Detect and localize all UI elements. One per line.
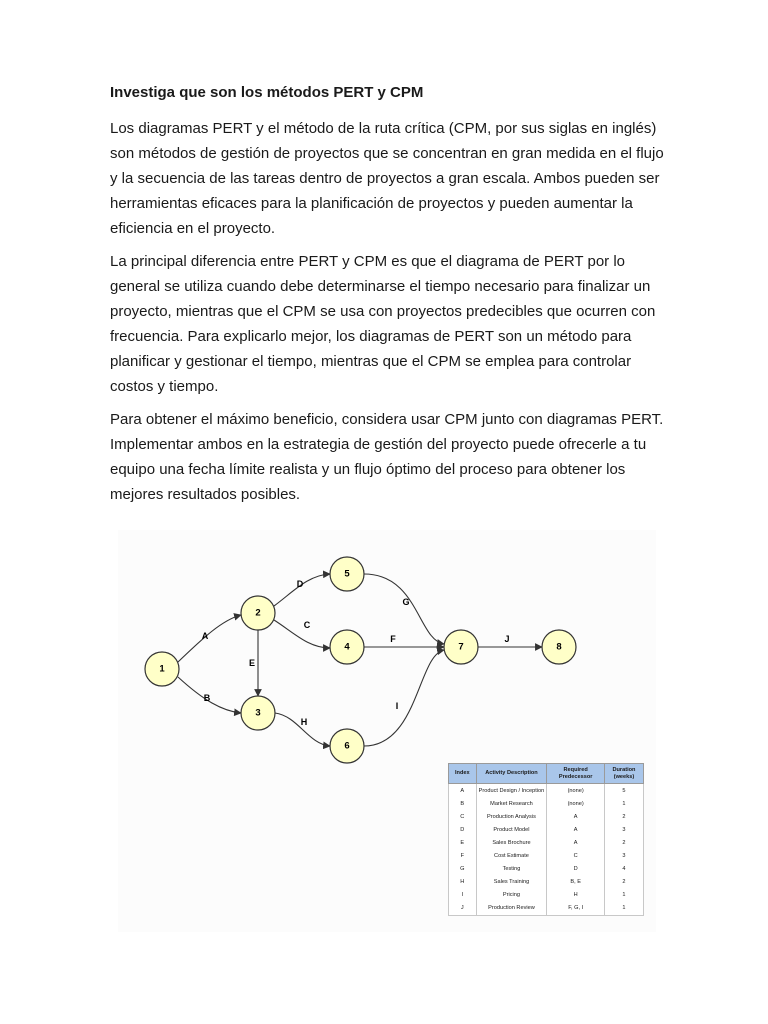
table-cell: (none) xyxy=(547,797,605,810)
edge-label: I xyxy=(395,701,399,711)
table-cell: B xyxy=(449,797,477,810)
paragraph: Para obtener el máximo beneficio, considera usar CPM junto con diagramas PERT. Implementar ambos en la estrategia de gestión del proyecto puede ofrecerle a tu equipo una fecha límite realista y un flujo óptimo del proceso para obtener los mejores resultados posibles. xyxy=(110,411,664,503)
node-4 xyxy=(330,630,364,664)
table-cell: (none) xyxy=(547,784,605,798)
table-cell: Production Analysis xyxy=(476,810,547,823)
table-header-row xyxy=(449,764,644,784)
edge-g xyxy=(364,574,444,644)
table-cell: 3 xyxy=(604,823,643,836)
node-3 xyxy=(241,696,275,730)
node-1 xyxy=(145,652,179,686)
pert-diagram-figure xyxy=(118,530,656,932)
table-cell: 1 xyxy=(604,797,643,810)
edge-a xyxy=(178,615,241,662)
table-cell: A xyxy=(547,836,605,849)
table-cell: A xyxy=(547,810,605,823)
table-row xyxy=(449,823,644,836)
table-cell: D xyxy=(547,863,605,876)
node-label: 6 xyxy=(344,740,350,752)
table-cell: Sales Training xyxy=(476,876,547,889)
nodes-layer xyxy=(145,557,576,763)
node-label: 1 xyxy=(159,663,165,675)
edge-c xyxy=(274,620,330,648)
table-cell: Product Model xyxy=(476,823,547,836)
table-cell: Production Review xyxy=(476,902,547,916)
table-cell: 2 xyxy=(604,810,643,823)
table-cell: 1 xyxy=(604,902,643,916)
edge-label: A xyxy=(201,631,209,641)
node-7 xyxy=(444,630,478,664)
table-cell: 5 xyxy=(604,784,643,798)
edge-label: B xyxy=(203,693,211,703)
column-header-description: Activity Description xyxy=(476,764,547,784)
table-row xyxy=(449,902,644,916)
document-body xyxy=(110,82,670,515)
table-cell: 4 xyxy=(604,863,643,876)
node-label: 3 xyxy=(255,707,261,719)
table-row xyxy=(449,876,644,889)
column-header-predecessor: Required Predecessor xyxy=(547,764,605,784)
table-cell: 3 xyxy=(604,849,643,862)
table-cell: J xyxy=(449,902,477,916)
node-label: 8 xyxy=(556,641,562,653)
column-header-index: Index xyxy=(449,764,477,784)
node-6 xyxy=(330,729,364,763)
table-cell: E xyxy=(449,836,477,849)
table-body xyxy=(449,784,644,916)
table-cell: Cost Estimate xyxy=(476,849,547,862)
table-row xyxy=(449,797,644,810)
page-title: Investiga que son los métodos PERT y CPM xyxy=(110,84,424,101)
table-cell: C xyxy=(449,810,477,823)
edge-label: G xyxy=(402,597,410,607)
table-row xyxy=(449,810,644,823)
table-cell: Sales Brochure xyxy=(476,836,547,849)
edge-label: D xyxy=(296,579,304,589)
table-cell: A xyxy=(547,823,605,836)
table-cell: C xyxy=(547,849,605,862)
table-cell: G xyxy=(449,863,477,876)
table-cell: I xyxy=(449,889,477,902)
table-cell: H xyxy=(449,876,477,889)
table-cell: F xyxy=(449,849,477,862)
activity-table xyxy=(448,763,644,916)
table-cell: 2 xyxy=(604,876,643,889)
edge-i xyxy=(364,650,444,746)
table-row xyxy=(449,863,644,876)
node-2 xyxy=(241,596,275,630)
edge-label: E xyxy=(248,658,256,668)
table-cell: 2 xyxy=(604,836,643,849)
paragraph: La principal diferencia entre PERT y CPM es que el diagrama de PERT por lo general se utiliza cuando debe determinarse el tiempo necesario para finalizar un proyecto, mientras que el CPM se usa con proyectos predecibles que ocurren con frecuencia. Para explicarlo mejor, los diagramas de PERT son un método para planificar y gestionar el tiempo, mientras que el CPM se emplea para controlar costos y tiempo. xyxy=(110,253,656,395)
paragraph: Los diagramas PERT y el método de la ruta crítica (CPM, por sus siglas en inglés) son métodos de gestión de proyectos que se concentran en gran medida en el flujo y la secuencia de las tareas dentro de proyectos a gran escala. Ambos pueden ser herramientas eficaces para la planificación de proyectos y pueden aumentar la eficiencia en el proyecto. xyxy=(110,120,664,237)
table-row xyxy=(449,889,644,902)
table-cell: Testing xyxy=(476,863,547,876)
table-cell: A xyxy=(449,784,477,798)
node-label: 4 xyxy=(344,641,350,653)
edges-layer xyxy=(178,574,542,746)
table-cell: F, G, I xyxy=(547,902,605,916)
node-8 xyxy=(542,630,576,664)
table-row xyxy=(449,836,644,849)
table-cell: Market Research xyxy=(476,797,547,810)
node-label: 7 xyxy=(458,641,464,653)
node-label: 2 xyxy=(255,607,261,619)
edge-label: J xyxy=(504,634,510,644)
edge-label: H xyxy=(300,717,308,727)
node-5 xyxy=(330,557,364,591)
table-cell: H xyxy=(547,889,605,902)
table-row xyxy=(449,849,644,862)
table-cell: B, E xyxy=(547,876,605,889)
table-cell: 1 xyxy=(604,889,643,902)
table-row xyxy=(449,784,644,798)
table-cell: Pricing xyxy=(476,889,547,902)
table-cell: Product Design / Inception xyxy=(476,784,547,798)
edge-label: F xyxy=(390,634,396,644)
edge-label: C xyxy=(303,620,311,630)
column-header-duration: Duration (weeks) xyxy=(604,764,643,784)
node-label: 5 xyxy=(344,568,350,580)
table-cell: D xyxy=(449,823,477,836)
